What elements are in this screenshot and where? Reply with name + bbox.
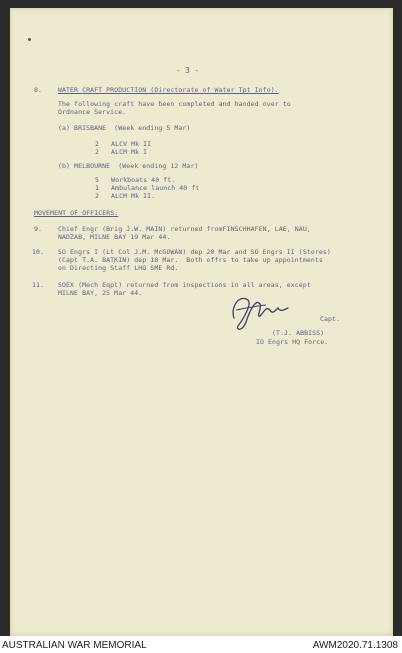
signature-unit: IO Engrs HQ Force.: [256, 338, 329, 346]
item-8-title: WATER CRAFT PRODUCTION (Directorate of Water Tpt Info).: [58, 86, 279, 94]
item-10-line-1: SO Engrs I (Lt Col J.M. McGOWAN) dep 20 Mar and SO Engrs II (Stores): [58, 248, 331, 256]
sub-a-row-1: 2 ALCV Mk II: [95, 140, 152, 148]
signature-name: (T.J. ABBISS): [272, 329, 325, 337]
sub-b-row-1: 5 Workboats 40 ft.: [95, 176, 176, 184]
punch-hole: [28, 38, 31, 41]
sub-b-row-3: 2 ALCM Mk II.: [95, 192, 156, 200]
item-8-line-2: Ordnance Service.: [58, 108, 127, 116]
item-9-line-1: Chief Engr (Brig J.W. MAIN) returned fromFINSCHHAFEN, LAE, NAU,: [58, 225, 311, 233]
item-11-line-2: MILNE BAY, 25 Mar 44.: [58, 289, 143, 297]
page-number: - 3 -: [176, 66, 200, 75]
item-11-number: 11.: [32, 281, 45, 289]
item-9-line-2: NADZAB, MILNE BAY 19 Mar 44.: [58, 233, 171, 241]
item-8-number: 8.: [34, 86, 43, 94]
item-9-number: 9.: [34, 225, 43, 233]
sub-a-row-2: 2 ALCM Mk I: [95, 148, 148, 156]
movement-heading: MOVEMENT OF OFFICERS.: [34, 209, 119, 217]
signature-rank: Capt.: [320, 315, 341, 323]
item-10-number: 10.: [32, 248, 45, 256]
footer-left-label: AUSTRALIAN WAR MEMORIAL: [2, 640, 147, 651]
sub-b-label: (b) MELBOURNE (Week ending 12 Mar): [58, 162, 199, 170]
item-11-line-1: SOEX (Mech Eqpt) returned from inspections in all areas, except: [58, 281, 311, 289]
sub-a-label: (a) BRISBANE (Week ending 5 Mar): [58, 124, 191, 132]
item-8-line-1: The following craft have been completed and handed over to: [58, 100, 291, 108]
item-10-line-3: on Directing Staff LHQ SME Rd.: [58, 264, 179, 272]
sub-b-row-2: 1 Ambulance launch 40 ft: [95, 184, 200, 192]
item-10-line-2: (Capt T.A. BATKIN) dep 18 Mar. Both offrs to take up appointments: [58, 256, 323, 264]
footer-bar: [0, 636, 402, 653]
footer-right-label: AWM2020.71.1308: [312, 640, 398, 651]
